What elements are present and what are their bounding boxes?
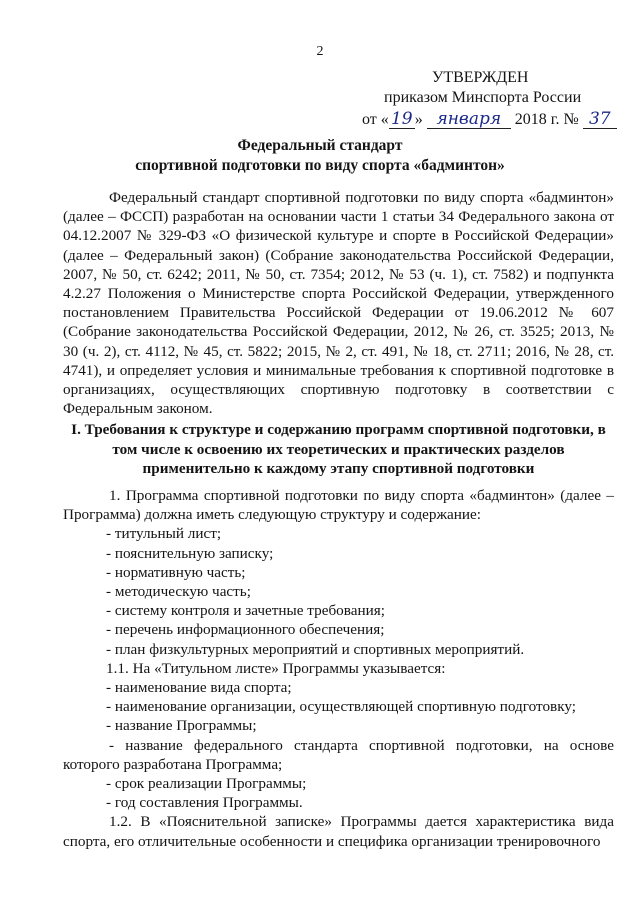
list-item: - титульный лист; [106, 525, 222, 543]
date-year: 2018 г. № [514, 111, 579, 128]
list-item: - план физкультурных мероприятий и спортивных мероприятий. [106, 640, 525, 658]
list-item: - год составления Программы. [106, 794, 303, 812]
list-item: - название Программы; [106, 717, 257, 735]
list-item: - срок реализации Программы; [106, 775, 307, 793]
list-item: - систему контроля и зачетные требования; [106, 602, 385, 620]
handwritten-month: января [427, 110, 511, 129]
paragraph-1: 1. Программа спортивной подготовки по виду спорта «бадминтон» (далее – Программа) должна иметь следующую структуру и содержание: [63, 487, 614, 524]
title-line-2: спортивной подготовки по виду спорта «бадминтон» [135, 157, 505, 174]
date-prefix: от « [362, 111, 389, 128]
section-heading: I. Требования к структуре и содержанию программ спортивной подготовки, в том числе к освоению их теоретических и практических разделов применительно к каждому этапу спортивной подготовки [71, 421, 606, 477]
handwritten-day: 19 [389, 110, 415, 129]
page-number: 2 [316, 44, 324, 59]
list-item: - наименование вида спорта; [106, 679, 292, 697]
list-item: - наименование организации, осуществляющей спортивную подготовку; [106, 698, 576, 716]
list-item: - перечень информационного обеспечения; [106, 621, 385, 639]
approval-order: приказом Минспорта России [384, 89, 582, 106]
title-line-1: Федеральный стандарт [237, 137, 403, 154]
list-item: - методическую часть; [106, 583, 251, 601]
intro-block [63, 188, 614, 418]
intro-paragraph: Федеральный стандарт спортивной подготовки по виду спорта «бадминтон» (далее – ФССП) разработан на основании части 1 статьи 34 Федерального закона от 04.12.2007 № 329-ФЗ «О физической культуре и спорте в Российской Федерации» (далее – Федеральный закон) (Собрание законодательства Российской Федерации, 2007, № 50, ст. 6242; 2011, № 50, ст. 7354; 2012, № 53 (ч. 1), ст. 7582) и подпункта 4.2.27 Положения о Министерстве спорта Российской Федерации, утвержденного постановлением Правительства Российской Федерации от 19.06.2012 № 607 (Собрание законодательства Российской Федерации, 2012, № 26, ст. 3525; 2013, № 30 (ч. 2), ст. 4112, № 45, ст. 5822; 2015, № 2, ст. 491, № 18, ст. 2711; 2016, № 28, ст. 4741), и определяет условия и минимальные требования к спортивной подготовке в организациях, осуществляющих спортивную подготовку в соответствии с Федеральным законом. [63, 189, 614, 418]
list-item: - название федерального стандарта спортивной подготовки, на основе которого разработана Программа; [63, 736, 614, 773]
handwritten-number: 37 [583, 110, 617, 129]
document-title [80, 136, 560, 176]
structure-block [63, 486, 614, 851]
paragraph-1-2: 1.2. В «Пояснительной записке» Программы дается характеристика вида спорта, его отличительные особенности и специфика организации тренировочного [63, 813, 614, 850]
approval-heading: УТВЕРЖДЕН [432, 69, 529, 86]
approval-date-line [362, 110, 617, 129]
list-item: - нормативную часть; [106, 563, 246, 581]
date-quote-close: » [414, 111, 423, 128]
list-item: - пояснительную записку; [106, 544, 274, 562]
paragraph-1-1: 1.1. На «Титульном листе» Программы указывается: [106, 659, 446, 677]
